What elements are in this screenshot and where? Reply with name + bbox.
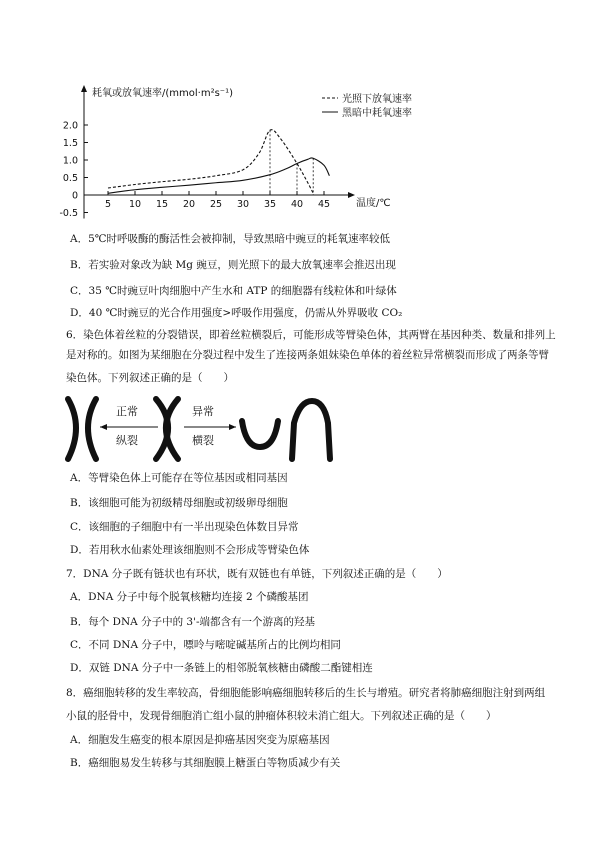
y-axis-label: 耗氧或放氧速率/(mmol·m²s⁻¹) (92, 88, 233, 99)
arrow-abnormal-label-2: 横裂 (192, 434, 214, 447)
q8-option-a: A．细胞发生癌变的根本原因是抑癌基因突变为原癌基因 (70, 734, 330, 746)
chromosome-division-diagram (60, 393, 340, 465)
q8-stem-line-1: 8．癌细胞转移的发生率较高，骨细胞能影响癌细胞转移后的生长与增殖。研究者将肺癌细胞注射到两组 (66, 687, 546, 699)
x-tick-label: 40 (290, 199, 304, 210)
q5-option-b: B．若实验对象改为缺 Mg 豌豆，则光照下的最大放氧速率会推迟出现 (70, 259, 396, 271)
chromosome-center-chromatid-2 (166, 399, 178, 459)
y-tick-label: -0.5 (59, 208, 78, 219)
x-tick-label: 30 (236, 199, 250, 210)
arrow-abnormal-head (229, 424, 236, 430)
isochromosome-u (242, 421, 278, 447)
q5-option-c: C．35 ℃时豌豆叶肉细胞中产生水和 ATP 的细胞器有线粒体和叶绿体 (70, 285, 397, 297)
q8-stem-line-2: 小鼠的胫骨中，发现骨细胞消亡组小鼠的肿瘤体积较未消亡组大。下列叙述正确的是（ ） (66, 710, 497, 722)
legend-label-dark: 黑暗中耗氧速率 (342, 108, 412, 119)
legend-label-light: 光照下放氧速率 (342, 94, 412, 105)
x-tick-label: 35 (263, 199, 277, 210)
isochromosome-n (292, 401, 330, 459)
x-tick-label: 45 (317, 199, 331, 210)
q6-stem-line-2: 是对称的。如图为某细胞在分裂过程中发生了连接两条姐妹染色单体的着丝粒异常横裂而形成了两条等臂 (66, 349, 549, 361)
q6-stem-line-3: 染色体。下列叙述正确的是（ ） (66, 372, 234, 384)
y-axis-arrow (81, 85, 87, 92)
q7-option-a: A．DNA 分子中每个脱氧核糖均连接 2 个磷酸基团 (70, 591, 309, 603)
x-axis-arrow (348, 192, 355, 198)
y-tick-label: 0.5 (62, 173, 78, 184)
x-tick-label: 20 (182, 199, 196, 210)
y-tick-label: 2.0 (62, 120, 78, 132)
q6-option-c: C．该细胞的子细胞中有一半出现染色体数目异常 (70, 521, 299, 533)
q6-option-d: D．若用秋水仙素处理该细胞则不会形成等臂染色体 (70, 544, 310, 556)
arrow-normal-label-1: 正常 (116, 405, 138, 418)
x-tick-label: 25 (209, 199, 223, 210)
y-tick-label: 1.0 (62, 155, 78, 167)
q7-option-b: B．每个 DNA 分子中的 3'-端都含有一个游离的羟基 (70, 616, 316, 628)
q5-option-d: D．40 ℃时豌豆的光合作用强度>呼吸作用强度，仍需从外界吸收 CO₂ (70, 307, 403, 319)
x-tick-label: 10 (128, 199, 142, 210)
q6-stem-line-1: 6．染色体着丝粒的分裂错误，即着丝粒横裂后，可能形成等臂染色体，其两臂在基因种类、数量和排列上 (66, 329, 556, 341)
rate-temperature-chart (40, 80, 440, 230)
q7-stem: 7．DNA 分子既有链状也有环状，既有双链也有单链，下列叙述正确的是（ ） (66, 568, 448, 580)
q6-option-a: A．等臂染色体上可能存在等位基因或相同基因 (70, 472, 288, 484)
chromosome-left-chromatid-1 (68, 399, 76, 459)
y-tick-label: 0 (71, 190, 78, 202)
q8-option-b: B．癌细胞易发生转移与其细胞膜上糖蛋白等物质减少有关 (70, 757, 341, 769)
x-tick-label: 5 (104, 199, 112, 210)
x-axis-label: 温度/℃ (356, 198, 391, 209)
y-tick-label: 1.5 (62, 138, 78, 149)
q7-option-d: D．双链 DNA 分子中一条链上的相邻脱氧核糖由磷酸二酯键相连 (70, 662, 373, 674)
q5-option-a: A．5℃时呼吸酶的酶活性会被抑制，导致黑暗中豌豆的耗氧速率较低 (70, 233, 391, 245)
q7-option-c: C．不同 DNA 分子中，嘌呤与嘧啶碱基所占的比例均相同 (70, 639, 341, 651)
arrow-normal-label-2: 纵裂 (116, 434, 138, 447)
x-tick-label: 15 (155, 199, 169, 210)
q6-option-b: B．该细胞可能为初级精母细胞或初级卵母细胞 (70, 497, 288, 509)
arrow-abnormal-label-1: 异常 (192, 405, 214, 418)
arrow-normal-head (100, 424, 107, 430)
chromosome-left-chromatid-2 (88, 399, 96, 459)
